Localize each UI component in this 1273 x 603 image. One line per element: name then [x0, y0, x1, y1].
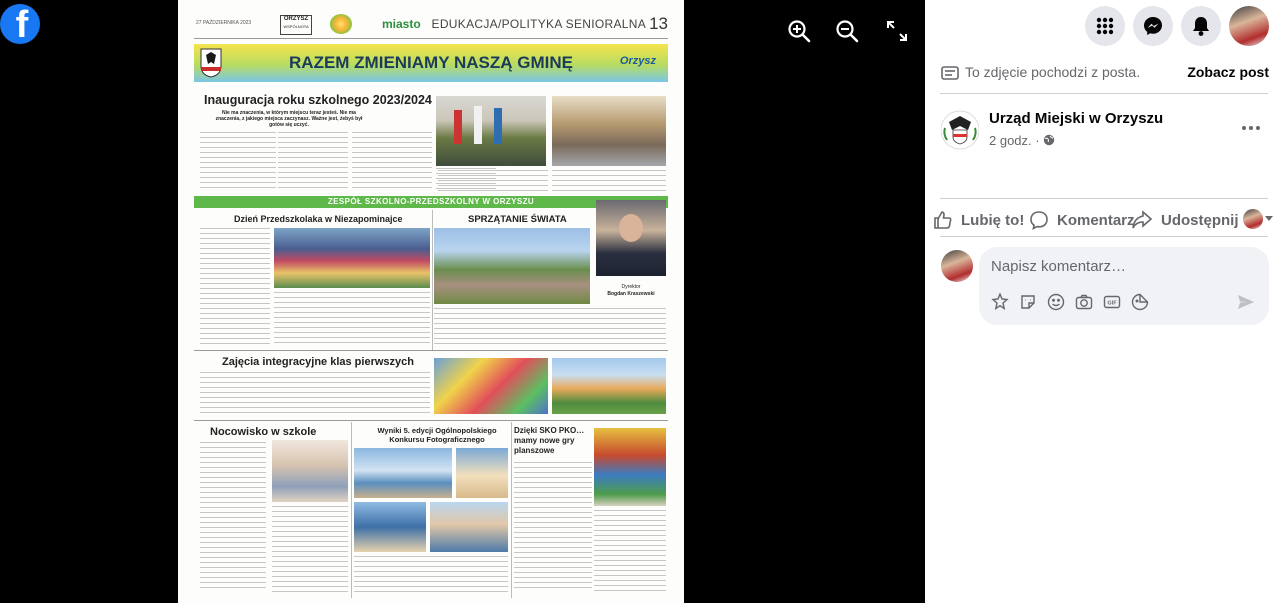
page-number: 13 — [649, 14, 668, 33]
photo-contest-2 — [456, 448, 508, 498]
article-text — [200, 132, 276, 192]
article-title: Zajęcia integracyjne klas pierwszych — [222, 356, 414, 368]
newspaper-page — [178, 0, 684, 603]
article-text — [434, 308, 666, 344]
fullscreen-icon[interactable] — [884, 18, 910, 44]
emoji-icon[interactable] — [1047, 293, 1065, 311]
post-origin-info: To zdjęcie pochodzi z posta. — [965, 64, 1141, 80]
notifications-icon[interactable] — [1181, 6, 1221, 46]
article-text — [272, 506, 348, 592]
camera-icon[interactable] — [1075, 293, 1093, 311]
article-text — [200, 442, 266, 592]
share-button[interactable]: Udostępnij — [1131, 210, 1239, 230]
section-banner — [194, 44, 668, 82]
article-text — [200, 372, 430, 414]
comment-box[interactable] — [979, 247, 1269, 325]
director-portrait — [596, 200, 666, 276]
chevron-down-icon[interactable] — [1265, 216, 1273, 222]
photo-sleepover — [272, 440, 348, 502]
page-section: EDUKACJA/POLITYKA SENIORALNA — [431, 17, 646, 31]
banner-title: RAZEM ZMIENIAMY NASZĄ GMINĘ — [289, 53, 573, 72]
zoom-out-icon[interactable] — [834, 18, 860, 44]
article-lead: Nie ma znaczenia, w którym miejscu teraz jesteś. Nie ma znaczenia, z jakiego miejsca zaczynasz. Ważne jest, żebyś był gotów się uczyć. — [215, 110, 363, 128]
photo-board-games — [594, 428, 666, 506]
article-text — [514, 462, 592, 592]
photo-preschool-day — [274, 228, 430, 288]
photo-contest-4 — [430, 502, 508, 552]
comment-input[interactable]: Napisz komentarz… — [991, 258, 1127, 275]
post-side-panel — [925, 0, 1273, 603]
article-text — [594, 510, 666, 592]
see-post-link[interactable]: Zobacz post — [1187, 64, 1269, 80]
article-title: SPRZĄTANIE ŚWIATA — [468, 214, 567, 225]
avatar-sticker-icon[interactable] — [991, 293, 1009, 311]
commenter-avatar[interactable] — [941, 250, 973, 282]
more-options-icon[interactable] — [1242, 126, 1260, 130]
menu-icon[interactable] — [1085, 6, 1125, 46]
comment-icon — [1029, 210, 1049, 230]
article-text — [200, 228, 270, 346]
post-time[interactable]: 2 godz. · — [989, 133, 1055, 148]
seniors-logo-icon — [330, 14, 352, 34]
banner-brand: Orzysz — [619, 55, 656, 67]
article-title: Wyniki 5. edycji Ogólnopolskiego Konkursu Fotograficznego — [377, 426, 497, 444]
article-title: Dzień Przedszkolaka w Niezapominajce — [234, 214, 403, 224]
svg-text:GIF: GIF — [1107, 300, 1117, 307]
send-icon[interactable] — [1237, 293, 1255, 311]
article-text — [278, 132, 348, 192]
article-text — [438, 170, 548, 192]
photo-contest-1 — [354, 448, 452, 498]
author-avatar[interactable] — [941, 110, 979, 150]
messenger-icon[interactable] — [1133, 6, 1173, 46]
author-name[interactable]: Urząd Miejski w Orzyszu — [989, 110, 1164, 127]
sticker-icon[interactable] — [1019, 293, 1037, 311]
post-info-icon — [941, 66, 959, 80]
article-title: Inauguracja roku szkolnego 2023/2024 — [204, 93, 432, 107]
director-name: Bogdan Kraszewski — [607, 291, 655, 297]
article-text — [354, 556, 508, 592]
article-text — [552, 170, 666, 192]
orzysz-logo: ORZYSZ WSPÓLNOTA — [280, 15, 312, 35]
thumbs-up-icon — [933, 210, 953, 230]
article-text — [352, 132, 432, 192]
share-as-avatar[interactable] — [1243, 209, 1263, 229]
like-button[interactable]: Lubię to! — [933, 210, 1024, 230]
photo-inauguration-flags — [436, 96, 546, 166]
page-header — [194, 14, 668, 39]
photo-cleanup — [434, 228, 590, 304]
photo-inauguration-hall — [552, 96, 666, 166]
article-title: Nocowisko w szkole — [210, 426, 317, 438]
article-text — [274, 292, 430, 346]
share-icon — [1131, 210, 1153, 230]
article-title: Dzięki SKO PKO… mamy nowe gry planszowe — [514, 426, 585, 455]
gif-icon[interactable] — [1103, 293, 1121, 311]
director-caption: Dyrektor — [621, 284, 641, 290]
photo-integration-parachute — [434, 358, 548, 414]
comment-tools — [991, 293, 1149, 311]
globe-icon — [1043, 134, 1055, 146]
profile-avatar[interactable] — [1229, 6, 1269, 46]
zoom-in-icon[interactable] — [786, 18, 812, 44]
school-section-bar: ZESPÓŁ SZKOLNO-PRZEDSZKOLNY W ORZYSZU — [194, 196, 668, 208]
comment-button[interactable]: Komentarz — [1029, 210, 1135, 230]
photo-contest-3 — [354, 502, 426, 552]
miasto-logo: miasto — [382, 17, 421, 31]
photo-integration-field — [552, 358, 666, 414]
page-date: 27 PAŹDZIERNIKA 2023 — [196, 20, 252, 26]
facebook-logo[interactable]: f — [0, 4, 40, 44]
sticker-face-icon[interactable] — [1131, 293, 1149, 311]
